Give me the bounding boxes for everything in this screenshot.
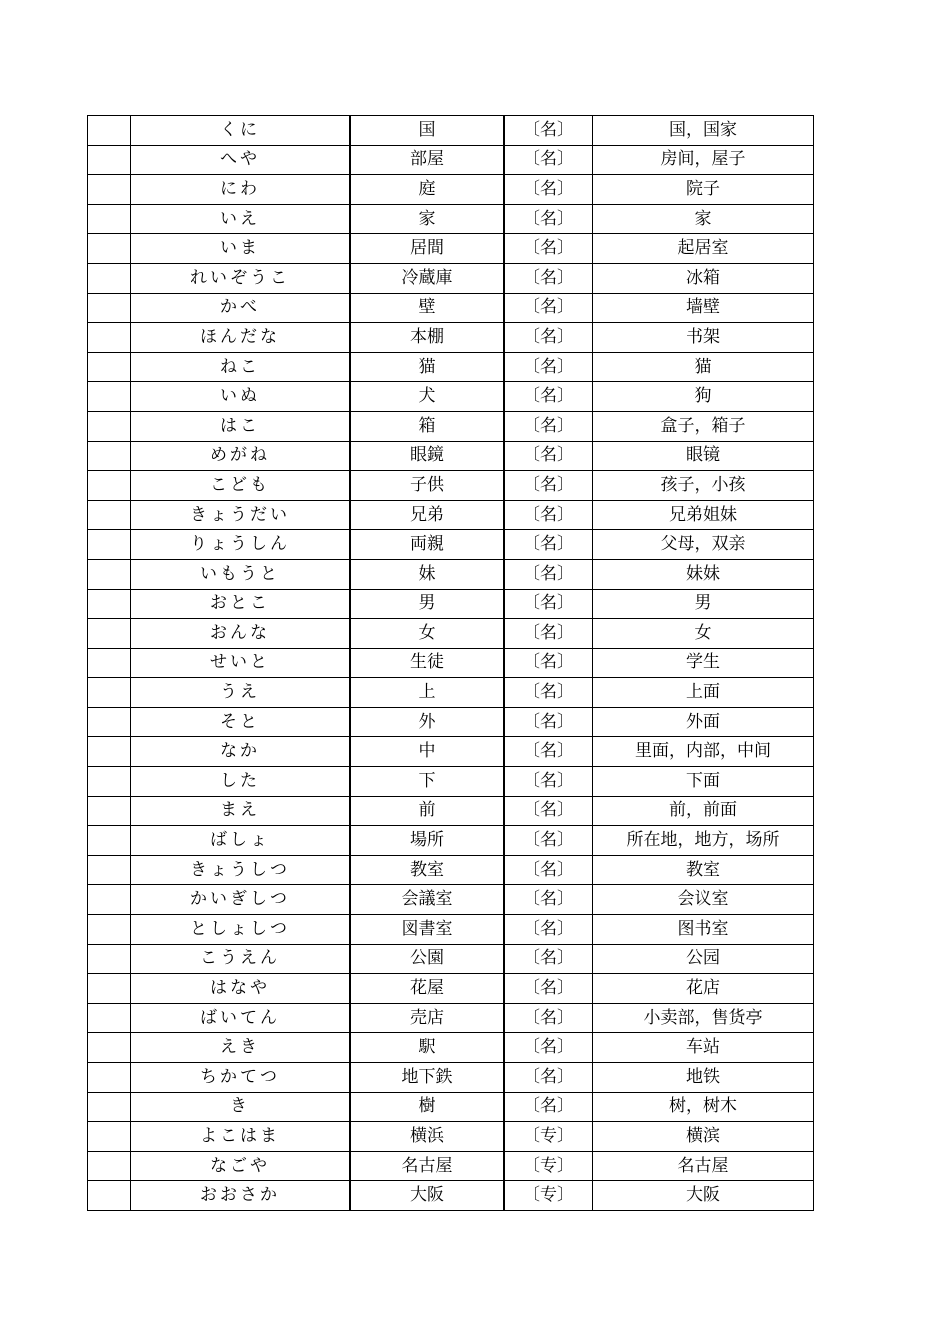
meaning-cell: 里面，内部，中间 bbox=[593, 737, 814, 767]
table-row bbox=[88, 648, 814, 678]
kanji-cell: 居間 bbox=[350, 234, 504, 264]
meaning-cell: 前，前面 bbox=[593, 796, 814, 826]
kanji-cell: 大阪 bbox=[350, 1181, 504, 1211]
row-index-cell bbox=[88, 737, 131, 767]
kanji-cell: 本棚 bbox=[350, 323, 504, 353]
kanji-cell: 女 bbox=[350, 619, 504, 649]
kana-cell: なごや bbox=[131, 1151, 351, 1181]
meaning-cell: 兄弟姐妹 bbox=[593, 500, 814, 530]
kanji-cell: 冷蔵庫 bbox=[350, 263, 504, 293]
meaning-cell: 孩子，小孩 bbox=[593, 471, 814, 501]
kanji-cell: 地下鉄 bbox=[350, 1063, 504, 1093]
meaning-cell: 教室 bbox=[593, 855, 814, 885]
part-of-speech-cell: 〔名〕 bbox=[504, 145, 593, 175]
table-row bbox=[88, 116, 814, 146]
meaning-cell: 男 bbox=[593, 589, 814, 619]
meaning-cell: 书架 bbox=[593, 323, 814, 353]
kana-cell: おんな bbox=[131, 619, 351, 649]
part-of-speech-cell: 〔名〕 bbox=[504, 263, 593, 293]
kana-cell: ねこ bbox=[131, 352, 351, 382]
part-of-speech-cell: 〔名〕 bbox=[504, 293, 593, 323]
row-index-cell bbox=[88, 796, 131, 826]
kana-cell: いえ bbox=[131, 204, 351, 234]
table-row bbox=[88, 1122, 814, 1152]
table-row bbox=[88, 1092, 814, 1122]
table-row bbox=[88, 1063, 814, 1093]
part-of-speech-cell: 〔名〕 bbox=[504, 204, 593, 234]
part-of-speech-cell: 〔名〕 bbox=[504, 471, 593, 501]
kanji-cell: 国 bbox=[350, 116, 504, 146]
kanji-cell: 生徒 bbox=[350, 648, 504, 678]
table-row bbox=[88, 530, 814, 560]
table-row bbox=[88, 263, 814, 293]
meaning-cell: 家 bbox=[593, 204, 814, 234]
kana-cell: くに bbox=[131, 116, 351, 146]
kana-cell: なか bbox=[131, 737, 351, 767]
part-of-speech-cell: 〔名〕 bbox=[504, 678, 593, 708]
kanji-cell: 駅 bbox=[350, 1033, 504, 1063]
row-index-cell bbox=[88, 678, 131, 708]
row-index-cell bbox=[88, 500, 131, 530]
part-of-speech-cell: 〔名〕 bbox=[504, 974, 593, 1004]
kanji-cell: 眼鏡 bbox=[350, 441, 504, 471]
part-of-speech-cell: 〔名〕 bbox=[504, 826, 593, 856]
meaning-cell: 下面 bbox=[593, 767, 814, 797]
row-index-cell bbox=[88, 441, 131, 471]
kana-cell: おおさか bbox=[131, 1181, 351, 1211]
part-of-speech-cell: 〔名〕 bbox=[504, 855, 593, 885]
part-of-speech-cell: 〔名〕 bbox=[504, 915, 593, 945]
kanji-cell: 図書室 bbox=[350, 915, 504, 945]
row-index-cell bbox=[88, 411, 131, 441]
kana-cell: ほんだな bbox=[131, 323, 351, 353]
kana-cell: かべ bbox=[131, 293, 351, 323]
table-row bbox=[88, 323, 814, 353]
meaning-cell: 外面 bbox=[593, 707, 814, 737]
meaning-cell: 房间，屋子 bbox=[593, 145, 814, 175]
row-index-cell bbox=[88, 234, 131, 264]
meaning-cell: 小卖部，售货亭 bbox=[593, 1003, 814, 1033]
part-of-speech-cell: 〔名〕 bbox=[504, 1092, 593, 1122]
row-index-cell bbox=[88, 293, 131, 323]
meaning-cell: 公园 bbox=[593, 944, 814, 974]
meaning-cell: 学生 bbox=[593, 648, 814, 678]
kana-cell: うえ bbox=[131, 678, 351, 708]
meaning-cell: 国，国家 bbox=[593, 116, 814, 146]
part-of-speech-cell: 〔名〕 bbox=[504, 1033, 593, 1063]
table-row bbox=[88, 796, 814, 826]
kana-cell: へや bbox=[131, 145, 351, 175]
table-row bbox=[88, 145, 814, 175]
part-of-speech-cell: 〔名〕 bbox=[504, 944, 593, 974]
kana-cell: おとこ bbox=[131, 589, 351, 619]
part-of-speech-cell: 〔名〕 bbox=[504, 530, 593, 560]
kanji-cell: 子供 bbox=[350, 471, 504, 501]
meaning-cell: 大阪 bbox=[593, 1181, 814, 1211]
row-index-cell bbox=[88, 1092, 131, 1122]
table-row bbox=[88, 1151, 814, 1181]
row-index-cell bbox=[88, 204, 131, 234]
kana-cell: こうえん bbox=[131, 944, 351, 974]
kana-cell: きょうしつ bbox=[131, 855, 351, 885]
kana-cell: ばしょ bbox=[131, 826, 351, 856]
part-of-speech-cell: 〔专〕 bbox=[504, 1181, 593, 1211]
part-of-speech-cell: 〔名〕 bbox=[504, 411, 593, 441]
table-row bbox=[88, 678, 814, 708]
table-row bbox=[88, 944, 814, 974]
meaning-cell: 会议室 bbox=[593, 885, 814, 915]
row-index-cell bbox=[88, 826, 131, 856]
table-row bbox=[88, 382, 814, 412]
meaning-cell: 冰箱 bbox=[593, 263, 814, 293]
row-index-cell bbox=[88, 530, 131, 560]
kanji-cell: 男 bbox=[350, 589, 504, 619]
kana-cell: そと bbox=[131, 707, 351, 737]
table-row bbox=[88, 915, 814, 945]
row-index-cell bbox=[88, 559, 131, 589]
meaning-cell: 狗 bbox=[593, 382, 814, 412]
part-of-speech-cell: 〔专〕 bbox=[504, 1151, 593, 1181]
kanji-cell: 部屋 bbox=[350, 145, 504, 175]
part-of-speech-cell: 〔名〕 bbox=[504, 116, 593, 146]
part-of-speech-cell: 〔名〕 bbox=[504, 382, 593, 412]
part-of-speech-cell: 〔名〕 bbox=[504, 234, 593, 264]
meaning-cell: 地铁 bbox=[593, 1063, 814, 1093]
meaning-cell: 女 bbox=[593, 619, 814, 649]
kanji-cell: 兄弟 bbox=[350, 500, 504, 530]
kana-cell: まえ bbox=[131, 796, 351, 826]
table-row bbox=[88, 974, 814, 1004]
row-index-cell bbox=[88, 767, 131, 797]
kanji-cell: 上 bbox=[350, 678, 504, 708]
kanji-cell: 名古屋 bbox=[350, 1151, 504, 1181]
kana-cell: き bbox=[131, 1092, 351, 1122]
part-of-speech-cell: 〔名〕 bbox=[504, 1003, 593, 1033]
row-index-cell bbox=[88, 648, 131, 678]
kanji-cell: 壁 bbox=[350, 293, 504, 323]
table-row bbox=[88, 352, 814, 382]
kanji-cell: 教室 bbox=[350, 855, 504, 885]
meaning-cell: 上面 bbox=[593, 678, 814, 708]
kana-cell: ちかてつ bbox=[131, 1063, 351, 1093]
meaning-cell: 起居室 bbox=[593, 234, 814, 264]
kanji-cell: 家 bbox=[350, 204, 504, 234]
vocabulary-table-body bbox=[88, 116, 814, 1211]
part-of-speech-cell: 〔名〕 bbox=[504, 323, 593, 353]
kana-cell: いま bbox=[131, 234, 351, 264]
kana-cell: れいぞうこ bbox=[131, 263, 351, 293]
table-row bbox=[88, 1003, 814, 1033]
kana-cell: はこ bbox=[131, 411, 351, 441]
row-index-cell bbox=[88, 974, 131, 1004]
row-index-cell bbox=[88, 1063, 131, 1093]
meaning-cell: 名古屋 bbox=[593, 1151, 814, 1181]
kana-cell: めがね bbox=[131, 441, 351, 471]
kanji-cell: 樹 bbox=[350, 1092, 504, 1122]
kanji-cell: 場所 bbox=[350, 826, 504, 856]
meaning-cell: 猫 bbox=[593, 352, 814, 382]
table-row bbox=[88, 589, 814, 619]
kanji-cell: 花屋 bbox=[350, 974, 504, 1004]
part-of-speech-cell: 〔名〕 bbox=[504, 648, 593, 678]
kana-cell: いもうと bbox=[131, 559, 351, 589]
kana-cell: きょうだい bbox=[131, 500, 351, 530]
vocabulary-table bbox=[87, 115, 814, 1211]
row-index-cell bbox=[88, 145, 131, 175]
kanji-cell: 庭 bbox=[350, 175, 504, 205]
table-row bbox=[88, 826, 814, 856]
table-row bbox=[88, 441, 814, 471]
part-of-speech-cell: 〔名〕 bbox=[504, 175, 593, 205]
part-of-speech-cell: 〔名〕 bbox=[504, 559, 593, 589]
table-row bbox=[88, 175, 814, 205]
kana-cell: えき bbox=[131, 1033, 351, 1063]
part-of-speech-cell: 〔名〕 bbox=[504, 885, 593, 915]
table-row bbox=[88, 293, 814, 323]
row-index-cell bbox=[88, 1033, 131, 1063]
row-index-cell bbox=[88, 1181, 131, 1211]
table-row bbox=[88, 234, 814, 264]
row-index-cell bbox=[88, 855, 131, 885]
kana-cell: せいと bbox=[131, 648, 351, 678]
row-index-cell bbox=[88, 885, 131, 915]
table-row bbox=[88, 767, 814, 797]
meaning-cell: 横滨 bbox=[593, 1122, 814, 1152]
kana-cell: いぬ bbox=[131, 382, 351, 412]
kanji-cell: 下 bbox=[350, 767, 504, 797]
meaning-cell: 图书室 bbox=[593, 915, 814, 945]
row-index-cell bbox=[88, 589, 131, 619]
kanji-cell: 猫 bbox=[350, 352, 504, 382]
meaning-cell: 盒子，箱子 bbox=[593, 411, 814, 441]
kana-cell: こども bbox=[131, 471, 351, 501]
table-row bbox=[88, 885, 814, 915]
kana-cell: ばいてん bbox=[131, 1003, 351, 1033]
row-index-cell bbox=[88, 352, 131, 382]
row-index-cell bbox=[88, 707, 131, 737]
kana-cell: よこはま bbox=[131, 1122, 351, 1152]
meaning-cell: 所在地，地方，场所 bbox=[593, 826, 814, 856]
meaning-cell: 院子 bbox=[593, 175, 814, 205]
row-index-cell bbox=[88, 944, 131, 974]
part-of-speech-cell: 〔专〕 bbox=[504, 1122, 593, 1152]
kanji-cell: 妹 bbox=[350, 559, 504, 589]
kana-cell: としょしつ bbox=[131, 915, 351, 945]
meaning-cell: 花店 bbox=[593, 974, 814, 1004]
row-index-cell bbox=[88, 323, 131, 353]
row-index-cell bbox=[88, 1151, 131, 1181]
kanji-cell: 前 bbox=[350, 796, 504, 826]
table-row bbox=[88, 500, 814, 530]
kanji-cell: 横浜 bbox=[350, 1122, 504, 1152]
row-index-cell bbox=[88, 263, 131, 293]
kana-cell: りょうしん bbox=[131, 530, 351, 560]
row-index-cell bbox=[88, 116, 131, 146]
part-of-speech-cell: 〔名〕 bbox=[504, 619, 593, 649]
kana-cell: にわ bbox=[131, 175, 351, 205]
part-of-speech-cell: 〔名〕 bbox=[504, 707, 593, 737]
row-index-cell bbox=[88, 471, 131, 501]
meaning-cell: 父母，双亲 bbox=[593, 530, 814, 560]
part-of-speech-cell: 〔名〕 bbox=[504, 767, 593, 797]
table-row bbox=[88, 619, 814, 649]
meaning-cell: 妹妹 bbox=[593, 559, 814, 589]
kanji-cell: 犬 bbox=[350, 382, 504, 412]
row-index-cell bbox=[88, 175, 131, 205]
kanji-cell: 会議室 bbox=[350, 885, 504, 915]
table-row bbox=[88, 559, 814, 589]
row-index-cell bbox=[88, 382, 131, 412]
kana-cell: はなや bbox=[131, 974, 351, 1004]
part-of-speech-cell: 〔名〕 bbox=[504, 1063, 593, 1093]
table-row bbox=[88, 737, 814, 767]
row-index-cell bbox=[88, 1122, 131, 1152]
row-index-cell bbox=[88, 915, 131, 945]
kanji-cell: 両親 bbox=[350, 530, 504, 560]
kana-cell: した bbox=[131, 767, 351, 797]
table-row bbox=[88, 411, 814, 441]
kanji-cell: 中 bbox=[350, 737, 504, 767]
table-row bbox=[88, 1033, 814, 1063]
table-row bbox=[88, 1181, 814, 1211]
part-of-speech-cell: 〔名〕 bbox=[504, 441, 593, 471]
table-row bbox=[88, 707, 814, 737]
row-index-cell bbox=[88, 1003, 131, 1033]
table-row bbox=[88, 204, 814, 234]
part-of-speech-cell: 〔名〕 bbox=[504, 589, 593, 619]
kana-cell: かいぎしつ bbox=[131, 885, 351, 915]
table-row bbox=[88, 855, 814, 885]
meaning-cell: 车站 bbox=[593, 1033, 814, 1063]
meaning-cell: 眼镜 bbox=[593, 441, 814, 471]
row-index-cell bbox=[88, 619, 131, 649]
meaning-cell: 树，树木 bbox=[593, 1092, 814, 1122]
part-of-speech-cell: 〔名〕 bbox=[504, 737, 593, 767]
part-of-speech-cell: 〔名〕 bbox=[504, 352, 593, 382]
meaning-cell: 墙壁 bbox=[593, 293, 814, 323]
kanji-cell: 売店 bbox=[350, 1003, 504, 1033]
part-of-speech-cell: 〔名〕 bbox=[504, 500, 593, 530]
kanji-cell: 外 bbox=[350, 707, 504, 737]
kanji-cell: 箱 bbox=[350, 411, 504, 441]
kanji-cell: 公園 bbox=[350, 944, 504, 974]
table-row bbox=[88, 471, 814, 501]
part-of-speech-cell: 〔名〕 bbox=[504, 796, 593, 826]
